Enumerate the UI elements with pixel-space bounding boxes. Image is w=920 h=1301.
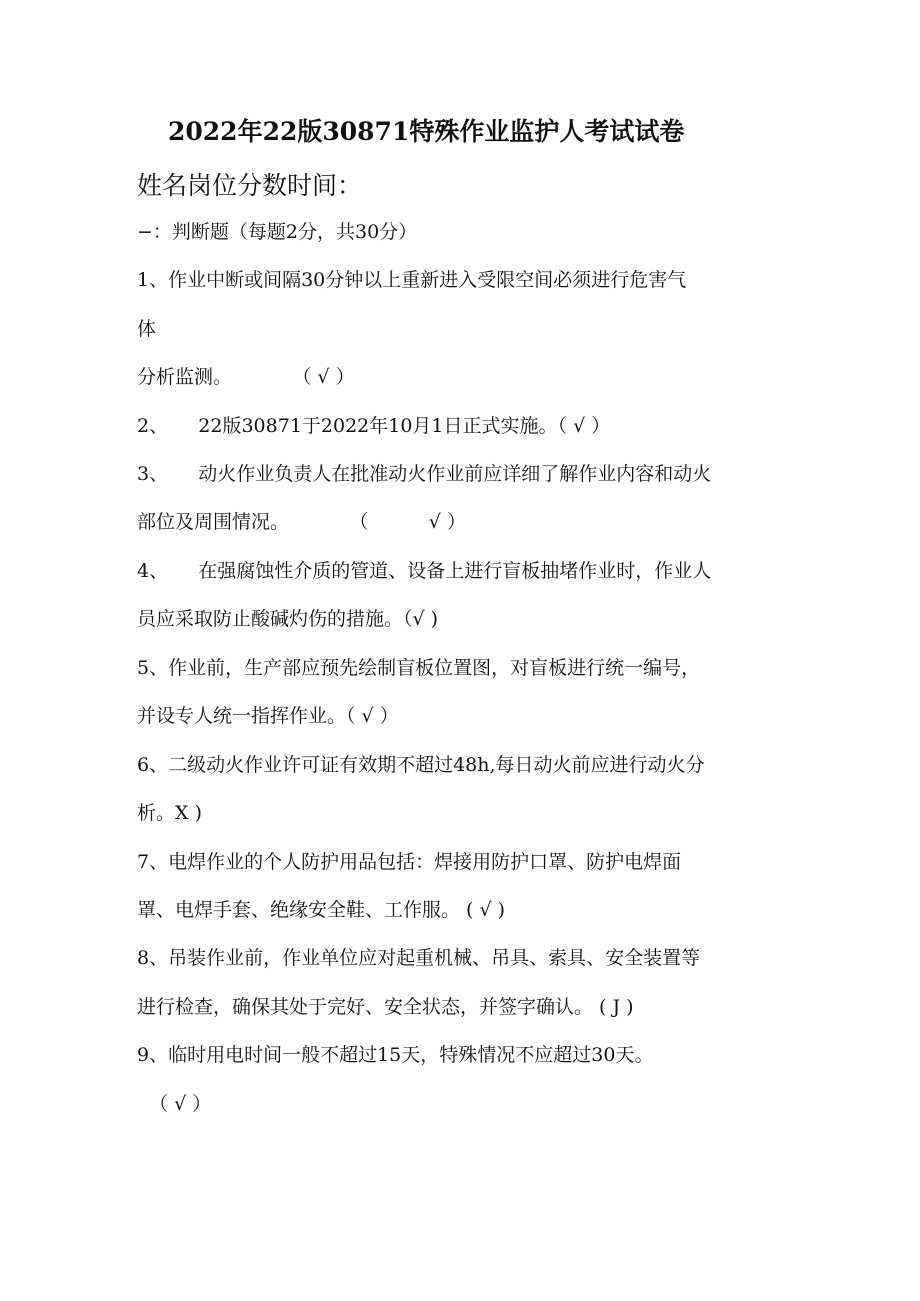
question-9-line-1: 9、临时用电时间一般不超过15天，特殊情况不应超过30天。 xyxy=(137,1044,654,1066)
question-2: 2、 22版30871于2022年10月1日正式实施。（ √ ） xyxy=(137,415,611,437)
question-9-line-2: （ √ ） xyxy=(137,1093,212,1115)
question-3-line-2: 部位及周围情况。 （ √ ） xyxy=(137,511,466,533)
question-5-line-1: 5、作业前，生产部应预先绘制盲板位置图，对盲板进行统一编号， xyxy=(137,657,701,679)
question-6-line-1: 6、二级动火作业许可证有效期不超过48h,每日动火前应进行动火分 xyxy=(137,754,705,776)
question-4-line-1: 4、 在强腐蚀性介质的管道、设备上进行盲板抽堵作业时，作业人 xyxy=(137,560,712,582)
question-6-line-2: 析。X ) xyxy=(137,802,202,824)
question-7-line-2: 罩、电焊手套、绝缘安全鞋、工作服。 ( √ ) xyxy=(137,899,506,921)
question-1-line-3: 分析监测。 （ √ ） xyxy=(137,366,355,388)
candidate-info-line: 姓名岗位分数时间： xyxy=(137,171,363,200)
question-1-line-2: 体 xyxy=(137,318,157,340)
question-7-line-1: 7、电焊作业的个人防护用品包括：焊接用防护口罩、防护电焊面 xyxy=(137,851,682,873)
question-8-line-1: 8、吊装作业前，作业单位应对起重机械、吊具、索具、安全装置等 xyxy=(137,947,701,969)
question-8-line-2: 进行检查，确保其处于完好、安全状态，并签字确认。 ( J ) xyxy=(137,996,634,1018)
section-header: −：判断题（每题2分，共30分） xyxy=(137,221,418,243)
question-5-line-2: 并设专人统一指挥作业。（ √ ） xyxy=(137,705,399,727)
question-4-line-2: 员应采取防止酸碱灼伤的措施。（√ ) xyxy=(137,608,439,630)
document-title: 2022年22版30871特殊作业监护人考试试卷 xyxy=(168,117,685,146)
question-3-line-1: 3、 动火作业负责人在批准动火作业前应详细了解作业内容和动火 xyxy=(137,463,712,485)
question-1-line-1: 1、作业中断或间隔30分钟以上重新进入受限空间必须进行危害气 xyxy=(137,269,687,291)
